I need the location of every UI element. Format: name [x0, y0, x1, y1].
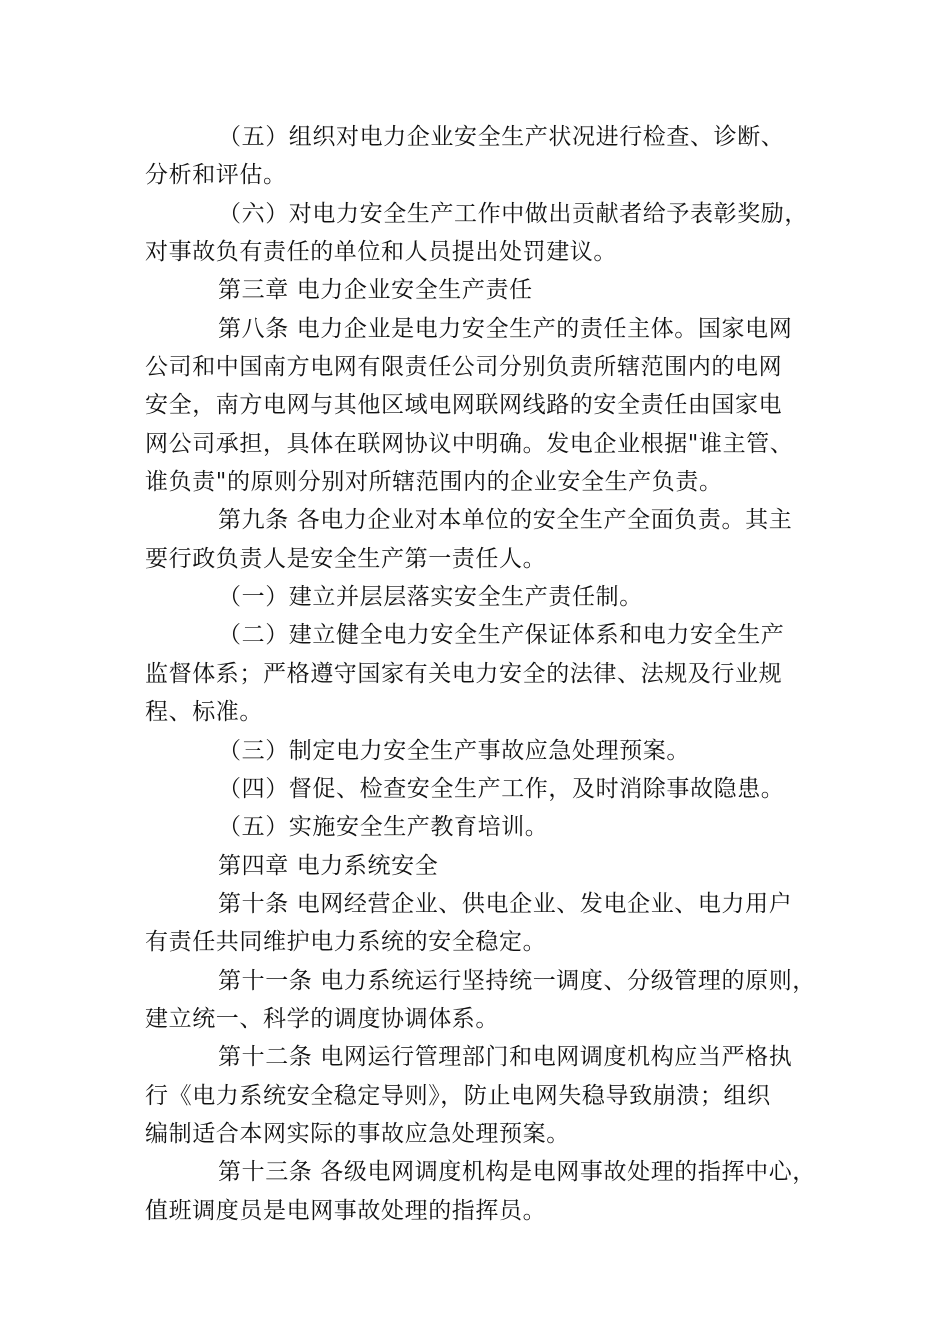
list-item-line: （二）建立健全电力安全生产保证体系和电力安全生产: [218, 622, 785, 649]
text-line: 分析和评估。: [145, 162, 287, 189]
article-line: 第十二条 电网运行管理部门和电网调度机构应当严格执: [218, 1044, 793, 1071]
text-line: 建立统一、科学的调度协调体系。: [145, 1005, 499, 1032]
text-line: 程、标准。: [145, 699, 263, 726]
article-line: 第十条 电网经营企业、供电企业、发电企业、电力用户: [218, 890, 793, 917]
text-line: 值班调度员是电网事故处理的指挥员。: [145, 1197, 547, 1224]
text-line: 对事故负有责任的单位和人员提出处罚建议。: [145, 239, 617, 266]
chapter-heading: 第三章 电力企业安全生产责任: [218, 277, 533, 304]
document-body: [145, 118, 816, 1230]
text-line: 谁负责"的原则分别对所辖范围内的企业安全生产负责。: [145, 469, 723, 496]
text-line: 有责任共同维护电力系统的安全稳定。: [145, 929, 547, 956]
text-line: （五）组织对电力企业安全生产状况进行检查、诊断、: [218, 124, 785, 150]
article-line: 第十一条 电力系统运行坚持统一调度、分级管理的原则，: [218, 967, 816, 994]
text-line: （六）对电力安全生产工作中做出贡献者给予表彰奖励，: [218, 200, 808, 227]
article-line: 第九条 各电力企业对本单位的安全生产全面负责。其主: [218, 507, 793, 534]
article-line: 第十三条 各级电网调度机构是电网事故处理的指挥中心，: [218, 1159, 816, 1186]
text-line: 要行政负责人是安全生产第一责任人。: [145, 545, 547, 572]
chapter-heading: 第四章 电力系统安全: [218, 852, 439, 879]
list-item-line: （三）制定电力安全生产事故应急处理预案。: [218, 737, 690, 764]
text-line: 网公司承担，具体在联网协议中明确。发电企业根据"谁主管、: [145, 430, 794, 457]
text-line: 编制适合本网实际的事故应急处理预案。: [145, 1120, 570, 1147]
list-item-line: （四）督促、检查安全生产工作，及时消除事故隐患。: [218, 775, 785, 802]
text-line: 安全，南方电网与其他区域电网联网线路的安全责任由国家电: [145, 392, 783, 419]
text-line: 监督体系；严格遵守国家有关电力安全的法律、法规及行业规: [145, 660, 783, 687]
text-line: 行《电力系统安全稳定导则》，防止电网失稳导致崩溃；组织: [145, 1082, 771, 1109]
list-item-line: （五）实施安全生产教育培训。: [218, 814, 549, 841]
list-item-line: （一）建立并层层落实安全生产责任制。: [218, 584, 643, 611]
article-line: 第八条 电力企业是电力安全生产的责任主体。国家电网: [218, 315, 793, 342]
text-line: 公司和中国南方电网有限责任公司分别负责所辖范围内的电网: [145, 354, 783, 381]
